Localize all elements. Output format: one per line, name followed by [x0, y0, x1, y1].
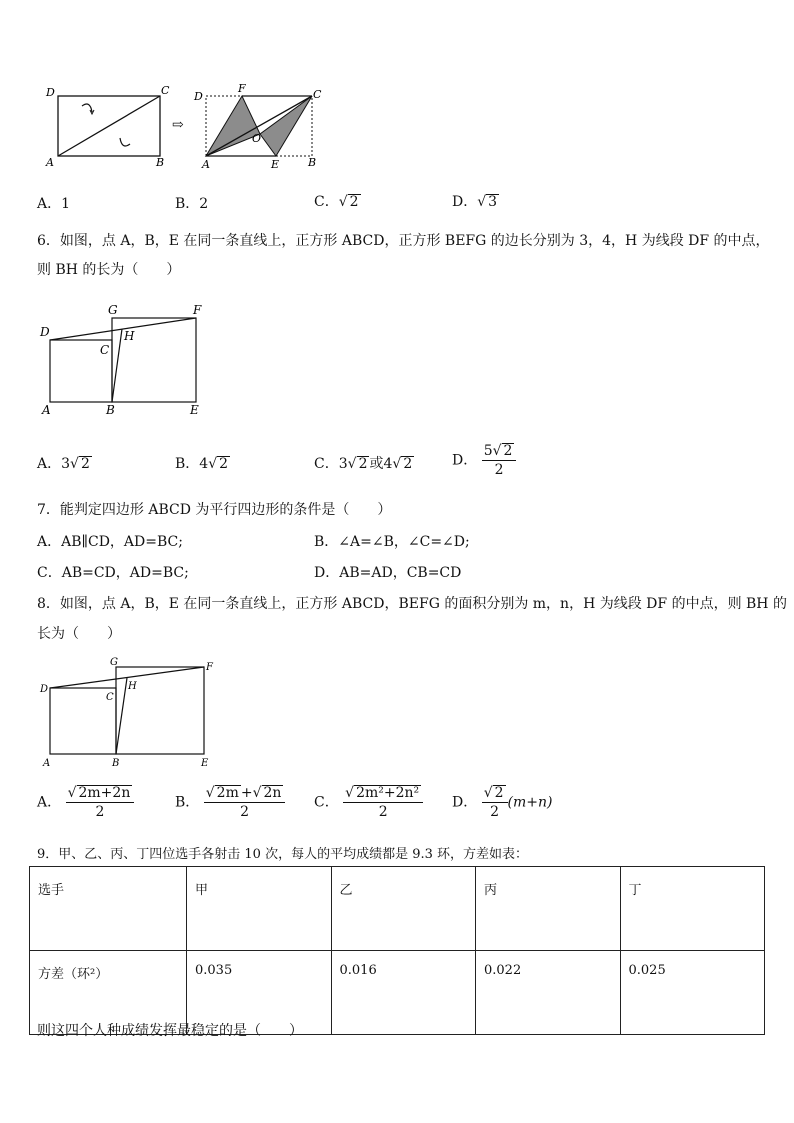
q8-option-d[interactable] [452, 785, 552, 820]
radicand: 2 [403, 456, 413, 472]
option-text: AB=CD，AD=BC; [61, 565, 189, 581]
q5-label: C [161, 84, 170, 97]
q7-option-a[interactable] [37, 531, 183, 551]
q5-figure-left [38, 82, 168, 172]
fraction: $\frac{√ 2m+2n}{2}$ [66, 785, 135, 820]
radicand: 3 [488, 194, 498, 210]
q8-label: G [110, 657, 118, 668]
q8-label: D [40, 684, 49, 695]
q5-label: A [46, 156, 54, 169]
radicand: 2m+2n [78, 785, 131, 801]
tail-expression: (m+n) [507, 794, 553, 811]
connector-text: 或 [369, 456, 384, 472]
q5-figure-right [192, 82, 332, 172]
q8-label: B [112, 758, 120, 769]
radicand: 2m [216, 785, 239, 801]
q9-stem: 9．甲、乙、丙、丁四位选手各射击 10 次，每人的平均成绩都是 9.3 环，方差如表： [37, 847, 529, 862]
option-letter: D． [314, 565, 340, 581]
option-letter: D． [452, 452, 478, 469]
q6-label: A [42, 403, 51, 417]
q9-question: 则这四个人种成绩发挥最稳定的是（ ） [37, 1023, 303, 1039]
q5-label: A [202, 158, 210, 171]
q5-label: D [194, 90, 203, 103]
radicand: 2 [349, 194, 359, 210]
q6-label: D [40, 325, 50, 339]
q5-label: C [313, 88, 322, 101]
table-cell: 乙 [331, 867, 476, 951]
q8-figure [38, 654, 218, 769]
fraction: $\frac{√ 2}{2}$ [482, 785, 508, 820]
coefficient: 3 [338, 456, 348, 472]
option-text: AB∥CD，AD=BC; [61, 534, 183, 550]
table-cell: 甲 [187, 867, 332, 951]
option-letter: B． [175, 794, 200, 811]
q6-option-d[interactable] [452, 443, 516, 478]
option-text: 1 [61, 196, 71, 212]
option-letter: C． [314, 194, 339, 210]
variance-table [29, 866, 765, 1035]
coefficient: 3 [61, 456, 71, 472]
q6-option-c[interactable]: C．3√ 2 或4√ 2 [314, 456, 413, 472]
table-cell: 选手 [30, 867, 187, 951]
fraction: $\frac{\text{√ 2m²+2n²}}{2}$ [343, 785, 423, 820]
radicand: 2n [263, 785, 282, 801]
q6-stem-line2: 则 BH 的长为（ ） [37, 262, 181, 278]
option-letter: A． [37, 456, 62, 472]
q6-option-b[interactable]: B．4√ 2 [175, 456, 229, 472]
option-letter: D． [452, 194, 478, 210]
coefficient: 4 [383, 456, 393, 472]
q8-label: E [201, 758, 209, 769]
q5-option-b[interactable] [175, 193, 208, 213]
q8-stem-line2: 长为（ ） [37, 626, 121, 642]
q8-label: H [128, 681, 137, 692]
q7-stem: 7．能判定四边形 ABCD 为平行四边形的条件是（ ） [37, 502, 392, 518]
q6-option-a[interactable]: A．3√ 2 [37, 456, 90, 472]
option-letter: C． [37, 565, 62, 581]
q8-label: F [206, 662, 213, 673]
option-letter: C． [314, 794, 339, 811]
q8-option-b[interactable] [175, 785, 285, 820]
q6-label: G [108, 303, 118, 317]
q7-option-d[interactable] [314, 562, 461, 582]
radicand: 2m²+2n² [356, 785, 420, 801]
denominator: 2 [240, 804, 250, 821]
plus-sign: + [240, 785, 253, 801]
q6-figure [38, 298, 213, 420]
table-cell: 丁 [620, 867, 765, 951]
q8-stem-line1: 8．如图，点 A，B，E 在同一条直线上，正方形 ABCD，BEFG 的面积分别为 m，n，H 为线段 DF 的中点，则 BH 的 [37, 596, 787, 612]
table-cell: 0.025 [620, 951, 765, 1035]
fraction: $\frac{5√ 2}{2}$ [482, 443, 517, 478]
q5-label: B [156, 156, 165, 169]
option-letter: A． [37, 794, 62, 811]
radicand: 2 [219, 456, 229, 472]
denominator: 2 [490, 804, 500, 821]
option-text: 2 [199, 196, 209, 212]
denominator: 2 [378, 804, 388, 821]
q7-option-b[interactable] [314, 531, 470, 551]
q6-label: F [193, 303, 202, 317]
radicand: 2 [494, 785, 504, 801]
q6-stem-line1: 6．如图，点 A，B，E 在同一条直线上，正方形 ABCD，正方形 BEFG 的边长分别为 3，4，H 为线段 DF 的中点， [37, 233, 770, 249]
q8-label: A [43, 758, 51, 769]
q6-label: B [106, 403, 115, 417]
radicand: 2 [358, 456, 368, 472]
option-letter: B． [175, 196, 200, 212]
denominator: 2 [494, 462, 504, 479]
fraction: $\frac{√ 2m +√ 2n}{2}$ [204, 785, 286, 820]
coefficient: 5 [483, 443, 493, 459]
q5-option-a[interactable] [37, 193, 70, 213]
option-text: AB=AD，CB=CD [339, 565, 462, 581]
option-letter: A． [37, 196, 62, 212]
q5-option-d[interactable]: D．√ 3 [452, 194, 498, 210]
radicand: 2 [503, 443, 513, 459]
table-row [30, 867, 765, 951]
q5-label: B [308, 156, 317, 169]
q5-label: O [252, 132, 262, 145]
table-cell: 丙 [476, 867, 621, 951]
q8-label: C [106, 692, 114, 703]
option-letter: B． [175, 456, 200, 472]
option-letter: C． [314, 456, 339, 472]
table-cell: 0.022 [476, 951, 621, 1035]
q8-option-a[interactable] [37, 785, 134, 820]
q5-label: D [46, 86, 55, 99]
table-cell: 0.035 [187, 951, 332, 1035]
option-letter: D． [452, 794, 478, 811]
denominator: 2 [95, 804, 105, 821]
option-letter: A． [37, 534, 62, 550]
transform-arrow-icon: ⇨ [172, 117, 184, 133]
q6-label: E [190, 403, 199, 417]
option-letter: B． [314, 534, 339, 550]
radicand: 2 [80, 456, 90, 472]
q5-label: E [271, 158, 280, 171]
q5-option-c[interactable]: C．√ 2 [314, 194, 359, 210]
coefficient: 4 [199, 456, 209, 472]
q6-label: H [124, 329, 135, 343]
table-cell: 0.016 [331, 951, 476, 1035]
q7-option-c[interactable] [37, 562, 189, 582]
table-cell: 方差（环²） [30, 951, 187, 1035]
q6-label: C [100, 343, 110, 357]
option-text: ∠A=∠B，∠C=∠D; [338, 534, 470, 550]
q5-label: F [238, 82, 246, 95]
q8-option-c[interactable] [314, 785, 423, 820]
